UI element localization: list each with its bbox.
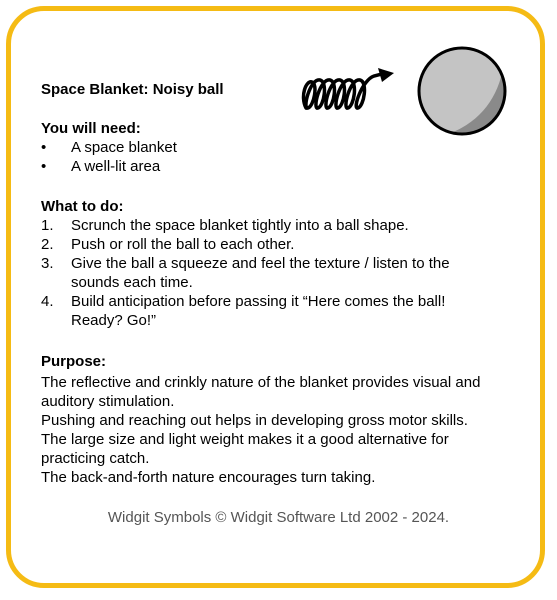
purpose-paragraph: The reflective and crinkly nature of the blanket provides visual and auditory stimulation. [41,374,481,410]
purpose-text [41,373,531,487]
spiral-arrow-icon [298,66,398,116]
list-item: 3. Give the ball a squeeze and feel the texture / listen to the sounds each time. [41,255,450,291]
purpose-paragraph: Pushing and reaching out helps in developing gross motor skills. [41,412,468,429]
todo-heading: What to do: [41,198,124,215]
card-title: Space Blanket: Noisy ball [41,81,224,98]
need-list [41,138,177,176]
need-heading: You will need: [41,120,141,137]
ball-icon [412,44,512,139]
purpose-paragraph: The large size and light weight makes it a good alternative for practicing catch. [41,431,449,467]
list-item: • A space blanket [41,139,177,156]
purpose-heading: Purpose: [41,353,107,370]
list-item: • A well-lit area [41,158,161,175]
todo-list [41,216,450,330]
list-item: 2. Push or roll the ball to each other. [41,236,295,253]
list-item: 1. Scrunch the space blanket tightly into a ball shape. [41,217,409,234]
list-item: 4. Build anticipation before passing it “Here comes the ball! Ready? Go!” [41,293,446,329]
copyright-footer: Widgit Symbols © Widgit Software Ltd 2002 - 2024. [107,509,450,526]
purpose-paragraph: The back-and-forth nature encourages turn taking. [41,469,376,486]
